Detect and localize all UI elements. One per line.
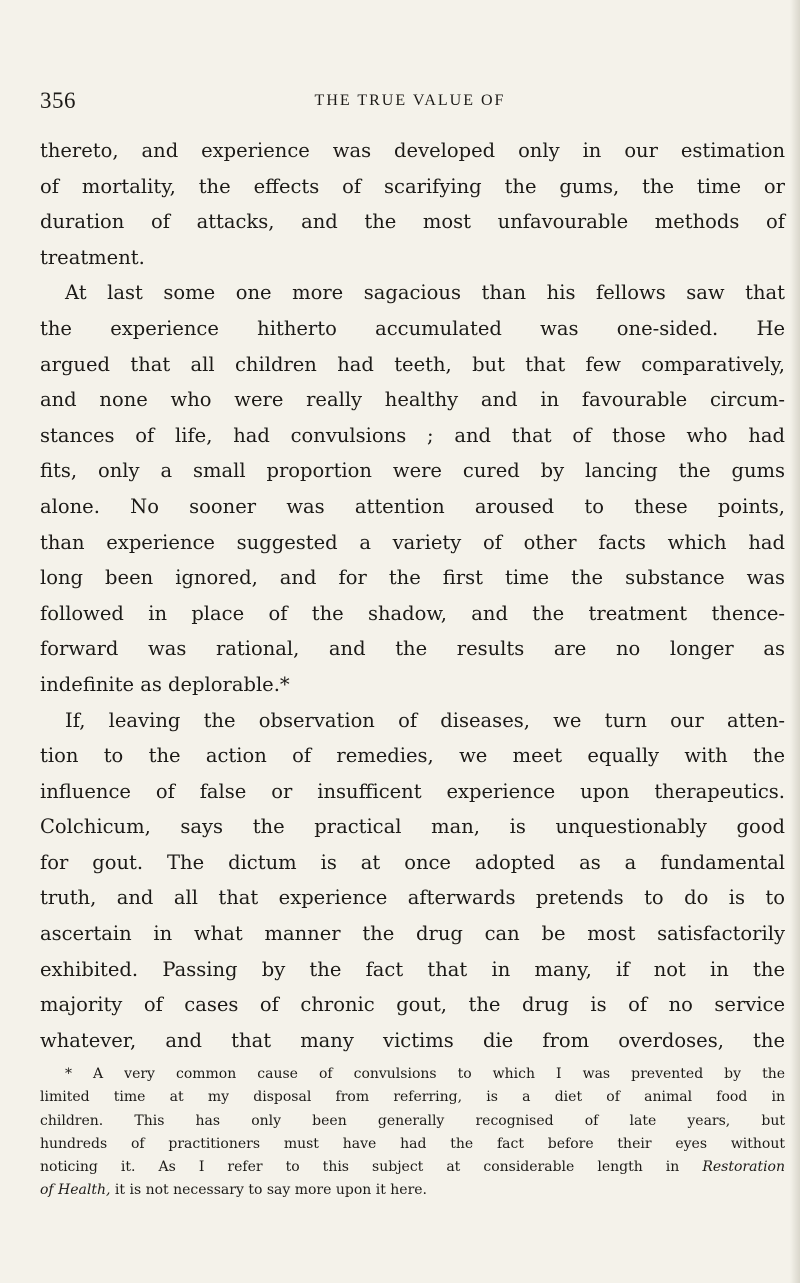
text-line: than experience suggested a variety of other facts which had: [40, 530, 785, 554]
running-title: THE TRUE VALUE OF: [314, 92, 506, 109]
page-number: 356: [40, 88, 76, 113]
footnote-line: hundreds of practitioners must have had the fact before their eyes without: [40, 1135, 785, 1152]
footnote-line: limited time at my disposal from referring, is a diet of animal food in: [40, 1089, 785, 1106]
book-title-italic: Restoration: [702, 1159, 785, 1176]
text-line: majority of cases of chronic gout, the drug is of no service: [40, 993, 785, 1017]
footnote-line: * A very common cause of convulsions to which I was prevented by the: [65, 1066, 785, 1082]
footnote-line: children. This has only been generally recognised of late years, but: [40, 1112, 785, 1129]
text-line: ascertain in what manner the drug can be most satisfactorily: [40, 922, 785, 946]
book-title-italic: of Health,: [40, 1182, 111, 1199]
text-line: and none who were really healthy and in favourable circum-: [40, 388, 785, 412]
paragraph-start-line: At last some one more sagacious than his fellows saw that: [65, 281, 785, 305]
footnote-line: [40, 1179, 785, 1202]
paragraph-start-line: If, leaving the observation of diseases, we turn our atten-: [65, 708, 785, 732]
text-line: duration of attacks, and the most unfavourable methods of: [40, 210, 785, 234]
text-line: the experience hitherto accumulated was one-sided. He: [40, 316, 785, 340]
text-line: whatever, and that many victims die from overdoses, the: [40, 1028, 785, 1052]
page-edge-shadow: [790, 0, 800, 1283]
footnote-line: [40, 1156, 785, 1179]
text-line: for gout. The dictum is at once adopted as a fundamental: [40, 850, 785, 874]
text-line: exhibited. Passing by the fact that in many, if not in the: [40, 957, 785, 981]
text-line: fits, only a small proportion were cured by lancing the gums: [40, 459, 785, 483]
text-line: forward was rational, and the results are no longer as: [40, 637, 785, 661]
footnote-text: noticing it. As I refer to this subject at considerable length in: [40, 1159, 680, 1176]
text-line: followed in place of the shadow, and the treatment thence-: [40, 601, 785, 625]
text-line: tion to the action of remedies, we meet equally with the: [40, 744, 785, 768]
footnote: [40, 1063, 785, 1203]
text-line: long been ignored, and for the first time the substance was: [40, 566, 785, 590]
text-line: truth, and all that experience afterwards pretends to do is to: [40, 886, 785, 910]
text-line: influence of false or insufficent experience upon therapeutics.: [40, 779, 785, 803]
text-line: thereto, and experience was developed only in our estimation: [40, 139, 785, 162]
text-line: alone. No sooner was attention aroused to these points,: [40, 494, 785, 518]
text-line: stances of life, had convulsions ; and that of those who had: [40, 423, 785, 447]
footnote-text: it is not necessary to say more upon it here.: [110, 1182, 428, 1199]
running-head: [40, 88, 780, 118]
text-line: Colchicum, says the practical man, is unquestionably good: [40, 815, 785, 839]
text-line: indefinite as deplorable.*: [40, 672, 290, 696]
body-text: [40, 133, 785, 1058]
text-line: argued that all children had teeth, but that few comparatively,: [40, 352, 785, 376]
text-line: treatment.: [40, 245, 145, 269]
text-line: of mortality, the effects of scarifying the gums, the time or: [40, 174, 785, 198]
